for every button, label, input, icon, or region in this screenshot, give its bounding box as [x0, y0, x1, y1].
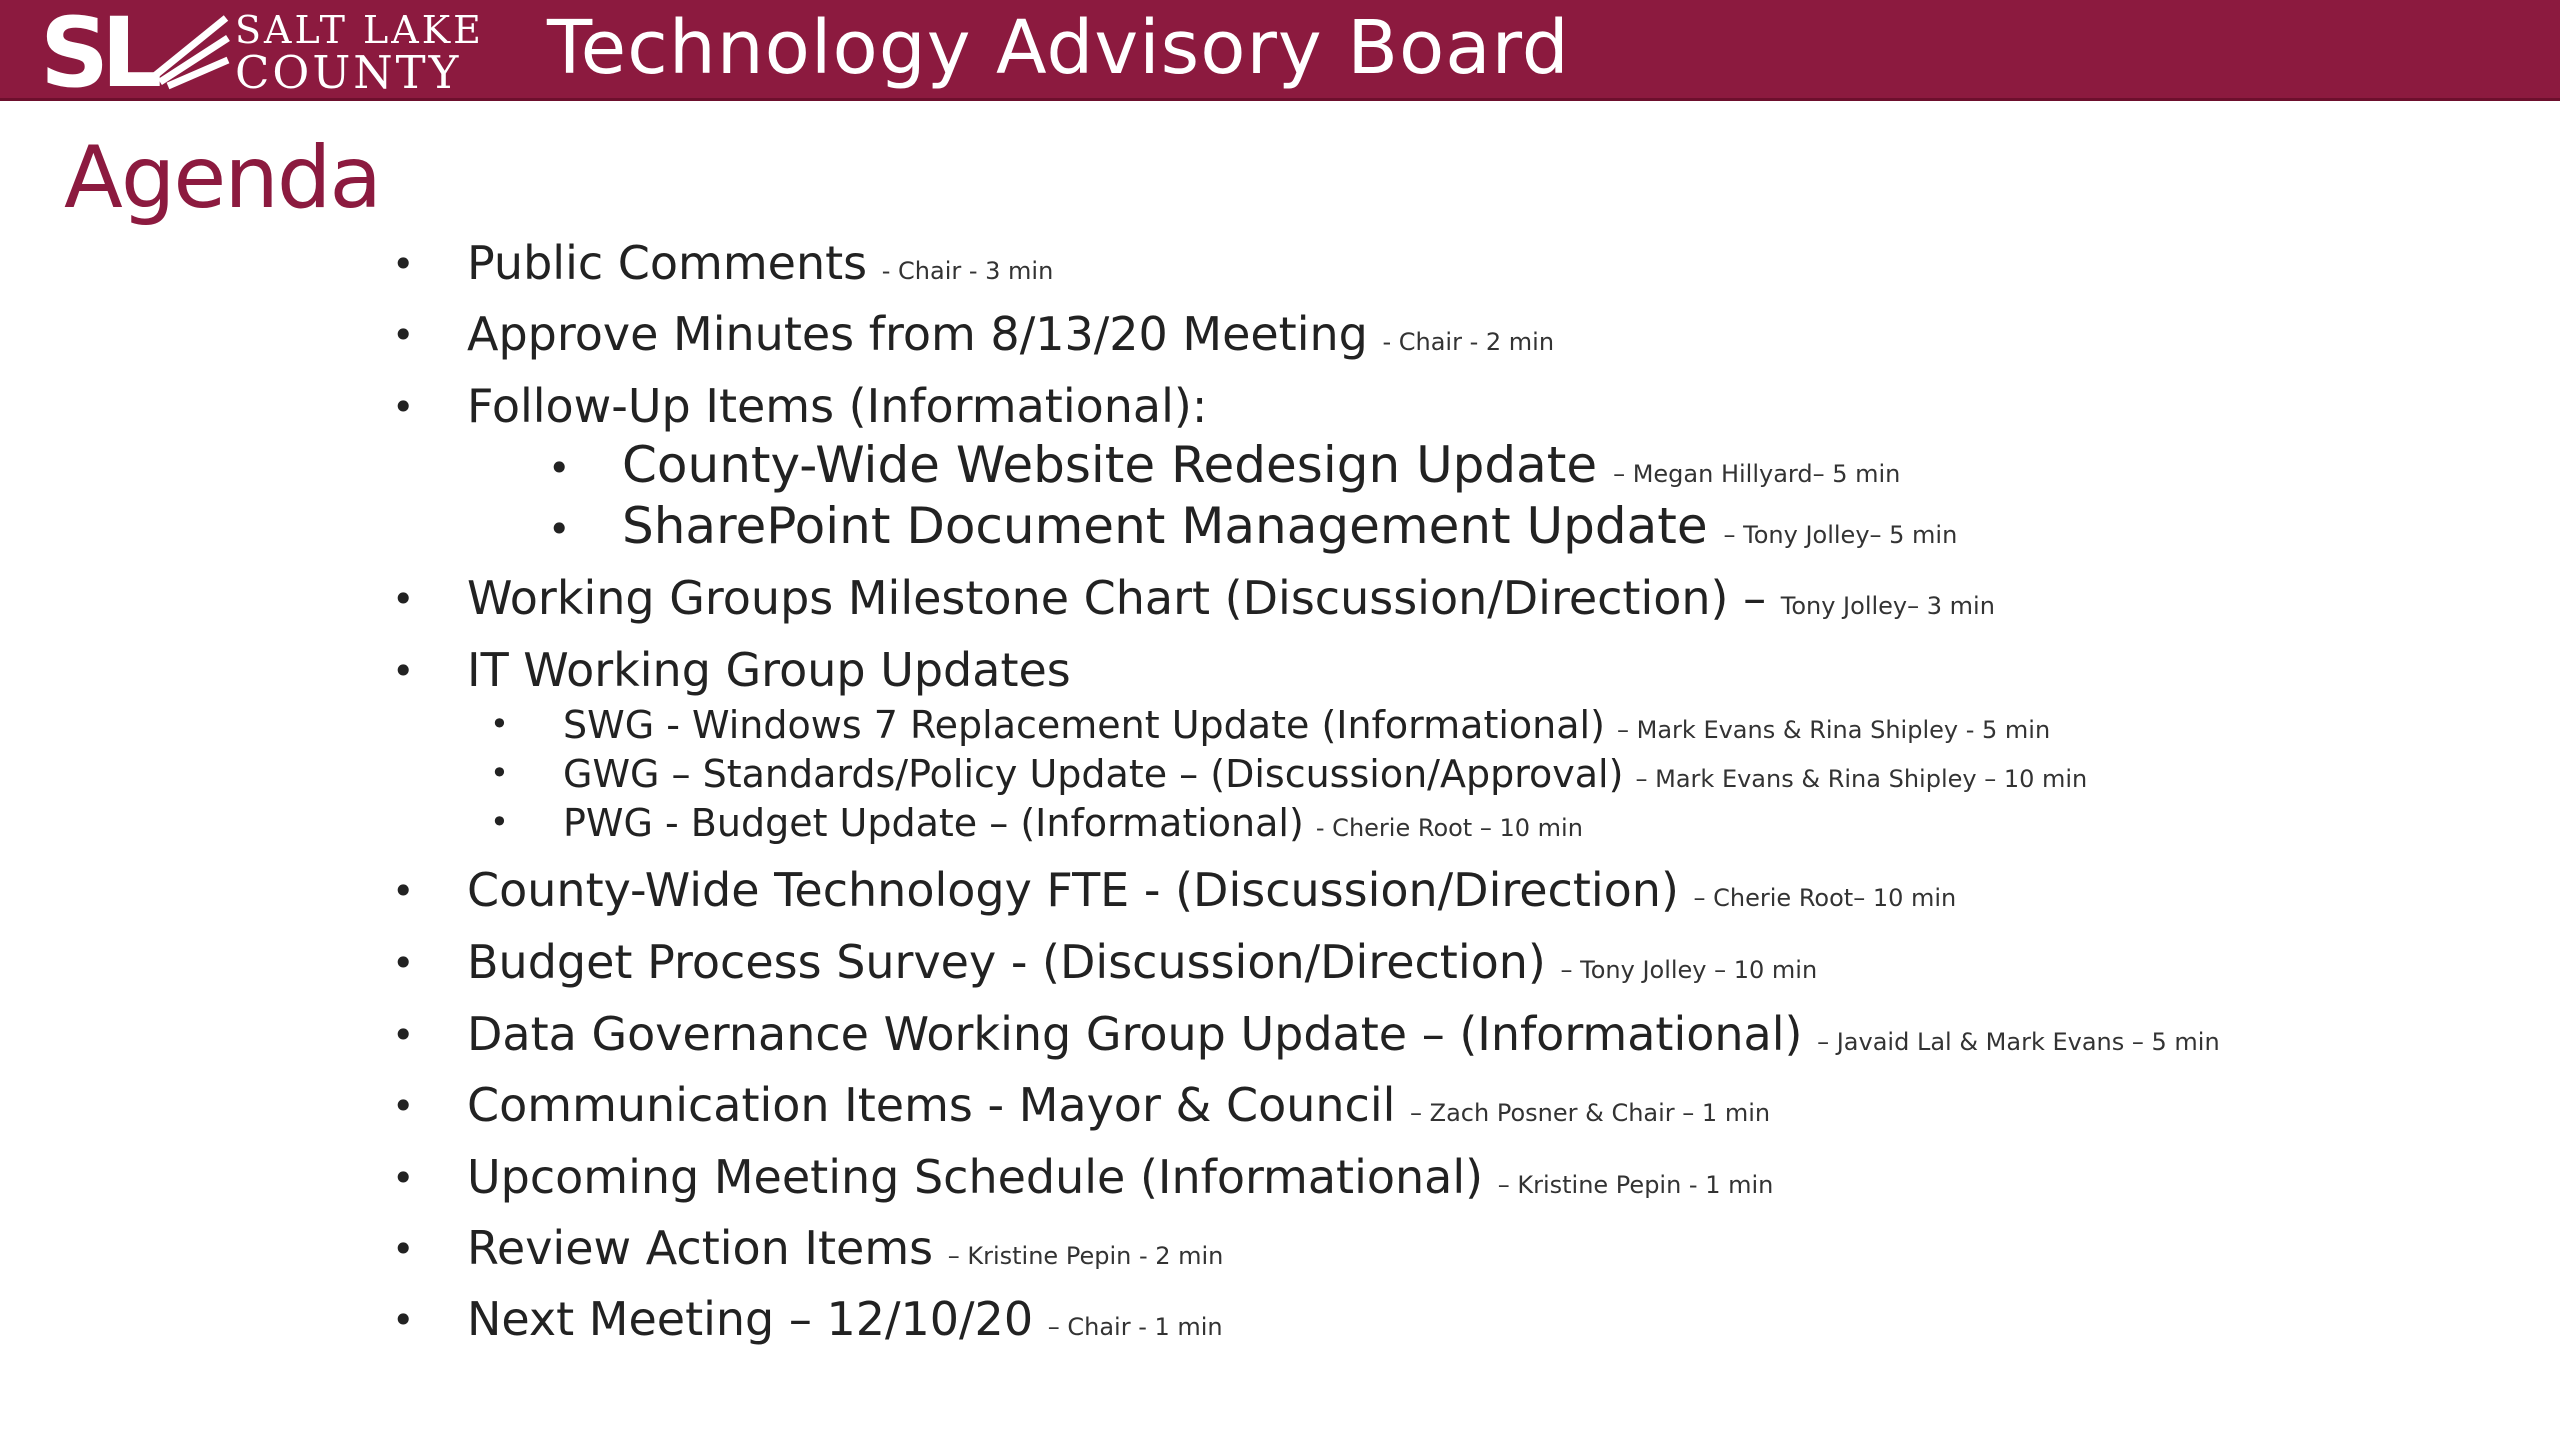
agenda-item-title: Data Governance Working Group Update – (Informational) [467, 1007, 1803, 1061]
agenda-item-note: – Kristine Pepin - 1 min [1497, 1171, 1774, 1199]
agenda-item [467, 1221, 1223, 1275]
bullet-icon: • [548, 446, 571, 490]
agenda-item [467, 1078, 1770, 1132]
agenda-item-title: Follow-Up Items (Informational): [467, 379, 1208, 433]
agenda-subitem [622, 436, 1900, 494]
bullet-icon: • [392, 1227, 415, 1271]
agenda-item [467, 643, 1071, 697]
agenda-subitem [563, 752, 2087, 796]
agenda-item [467, 935, 1817, 989]
agenda-item-title: County-Wide Website Redesign Update [622, 436, 1598, 494]
agenda-item-title: SharePoint Document Management Update [622, 497, 1708, 555]
agenda-item [467, 1007, 2220, 1061]
agenda-item-note: – Tony Jolley– 5 min [1723, 521, 1958, 549]
bullet-icon: • [548, 507, 571, 551]
bullet-icon: • [392, 649, 415, 693]
agenda-item-title: Approve Minutes from 8/13/20 Meeting [467, 307, 1368, 361]
bullet-icon: • [490, 754, 509, 792]
bullet-icon: • [392, 385, 415, 429]
agenda-item-title: PWG - Budget Update – (Informational) [563, 801, 1304, 845]
bullet-icon: • [392, 313, 415, 357]
agenda-item-note: - Cherie Root – 10 min [1315, 814, 1583, 842]
agenda-item-note: – Zach Posner & Chair – 1 min [1410, 1099, 1771, 1127]
agenda-item-note: – Cherie Root– 10 min [1693, 884, 1957, 912]
bullet-icon: • [392, 941, 415, 985]
sl-monogram-icon [40, 8, 230, 94]
agenda-item-title: GWG – Standards/Policy Update – (Discussion/Approval) [563, 752, 1624, 796]
bullet-icon: • [392, 1084, 415, 1128]
agenda-item-note: – Tony Jolley – 10 min [1560, 956, 1818, 984]
agenda-item [467, 379, 1207, 433]
agenda-item-title: Communication Items - Mayor & Council [467, 1078, 1396, 1132]
agenda-item [467, 571, 1995, 625]
bullet-icon: • [392, 1156, 415, 1200]
agenda-item-note: – Mark Evans & Rina Shipley – 10 min [1635, 765, 2088, 793]
agenda-subitem [563, 703, 2050, 747]
agenda-subitem [622, 497, 1957, 555]
agenda-item-note: – Kristine Pepin - 2 min [947, 1242, 1224, 1270]
slide-header-title: Technology Advisory Board [547, 5, 1570, 91]
logo-text-line2: COUNTY [235, 46, 462, 99]
agenda-item-note: – Chair - 1 min [1047, 1313, 1223, 1341]
logo-text-line1: SALT LAKE [235, 8, 484, 52]
agenda-item-title: Working Groups Milestone Chart (Discussion/Direction) – [467, 571, 1767, 625]
svg-text:SL: SL [40, 8, 155, 94]
agenda-heading: Agenda [64, 128, 381, 228]
bullet-icon: • [392, 869, 415, 913]
bullet-icon: • [490, 705, 509, 743]
agenda-item-note: – Megan Hillyard– 5 min [1613, 460, 1901, 488]
agenda-item-title: Budget Process Survey - (Discussion/Direction) [467, 935, 1546, 989]
agenda-item-title: Upcoming Meeting Schedule (Informational) [467, 1150, 1484, 1204]
agenda-item-title: IT Working Group Updates [467, 643, 1071, 697]
agenda-item [467, 236, 1053, 290]
agenda-item [467, 307, 1554, 361]
agenda-item-title: Review Action Items [467, 1221, 934, 1275]
agenda-item-note: – Mark Evans & Rina Shipley - 5 min [1617, 716, 2051, 744]
salt-lake-county-logo [40, 8, 490, 99]
agenda-item-title: Next Meeting – 12/10/20 [467, 1292, 1034, 1346]
agenda-item-title: County-Wide Technology FTE - (Discussion/Direction) [467, 863, 1679, 917]
agenda-item [467, 863, 1956, 917]
header-bar [0, 0, 2560, 101]
agenda-item [467, 1292, 1223, 1346]
bullet-icon: • [392, 1298, 415, 1342]
bullet-icon: • [490, 803, 509, 841]
agenda-item-note: – Javaid Lal & Mark Evans – 5 min [1817, 1028, 2220, 1056]
agenda-item-note: - Chair - 3 min [881, 257, 1054, 285]
agenda-item [467, 1150, 1773, 1204]
agenda-item-note: - Chair - 2 min [1382, 328, 1555, 356]
bullet-icon: • [392, 242, 415, 286]
agenda-subitem [563, 801, 1583, 845]
agenda-item-title: SWG - Windows 7 Replacement Update (Informational) [563, 703, 1605, 747]
agenda-item-note: Tony Jolley– 3 min [1780, 592, 1995, 620]
agenda-item-title: Public Comments [467, 236, 868, 290]
bullet-icon: • [392, 1013, 415, 1057]
bullet-icon: • [392, 577, 415, 621]
